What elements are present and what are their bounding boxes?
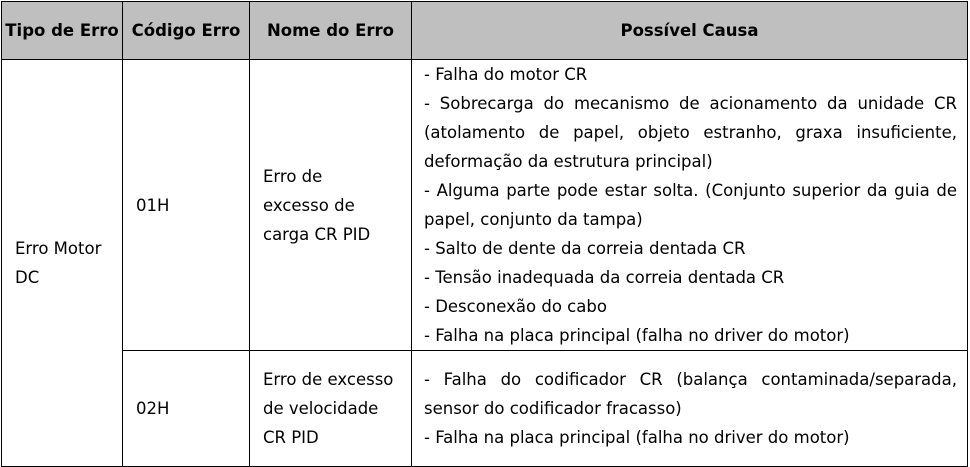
error-code-cell xyxy=(123,351,250,467)
possible-cause-cell xyxy=(412,351,968,467)
error-code-cell xyxy=(123,60,250,351)
error-type-text: Erro Motor DC xyxy=(15,239,102,287)
header-error-name: Nome do Erro xyxy=(250,2,412,60)
cause-line: - Salto de dente da correia dentada CR xyxy=(424,239,746,258)
table-row xyxy=(2,60,968,351)
header-error-code: Código Erro xyxy=(123,2,250,60)
cause-line: - Falha na placa principal (falha no driver do motor) xyxy=(424,326,850,345)
cause-line: - Alguma parte pode estar solta. (Conjunto superior da guia de papel, conjunto da tampa) xyxy=(424,181,957,229)
error-code-text: 01H xyxy=(136,195,170,215)
cause-line: - Sobrecarga do mecanismo de acionamento da unidade CR (atolamento de papel, objeto estranho, graxa insuficiente, deformação da estrutura principal) xyxy=(424,94,957,171)
header-error-type: Tipo de Erro xyxy=(2,2,123,60)
error-code-text: 02H xyxy=(136,399,170,418)
cause-line: - Desconexão do cabo xyxy=(424,297,607,316)
cause-line: - Falha do codificador CR (balança contaminada/separada, sensor do codificador fracasso) xyxy=(424,370,957,418)
table-header-row xyxy=(2,2,968,60)
error-name-text: Erro de excesso de velocidade CR PID xyxy=(263,370,394,447)
error-name-cell xyxy=(250,60,412,351)
cause-line: - Falha na placa principal (falha no driver do motor) xyxy=(424,428,850,447)
cause-line: - Falha do motor CR xyxy=(424,65,588,84)
header-possible-cause: Possível Causa xyxy=(412,2,968,60)
possible-cause-cell xyxy=(412,60,968,351)
table-row xyxy=(2,351,968,467)
error-table xyxy=(1,1,968,467)
error-type-cell xyxy=(2,60,123,467)
cause-line: - Tensão inadequada da correia dentada CR xyxy=(424,268,785,287)
error-name-cell xyxy=(250,351,412,467)
error-name-text: Erro de excesso de carga CR PID xyxy=(263,166,371,244)
